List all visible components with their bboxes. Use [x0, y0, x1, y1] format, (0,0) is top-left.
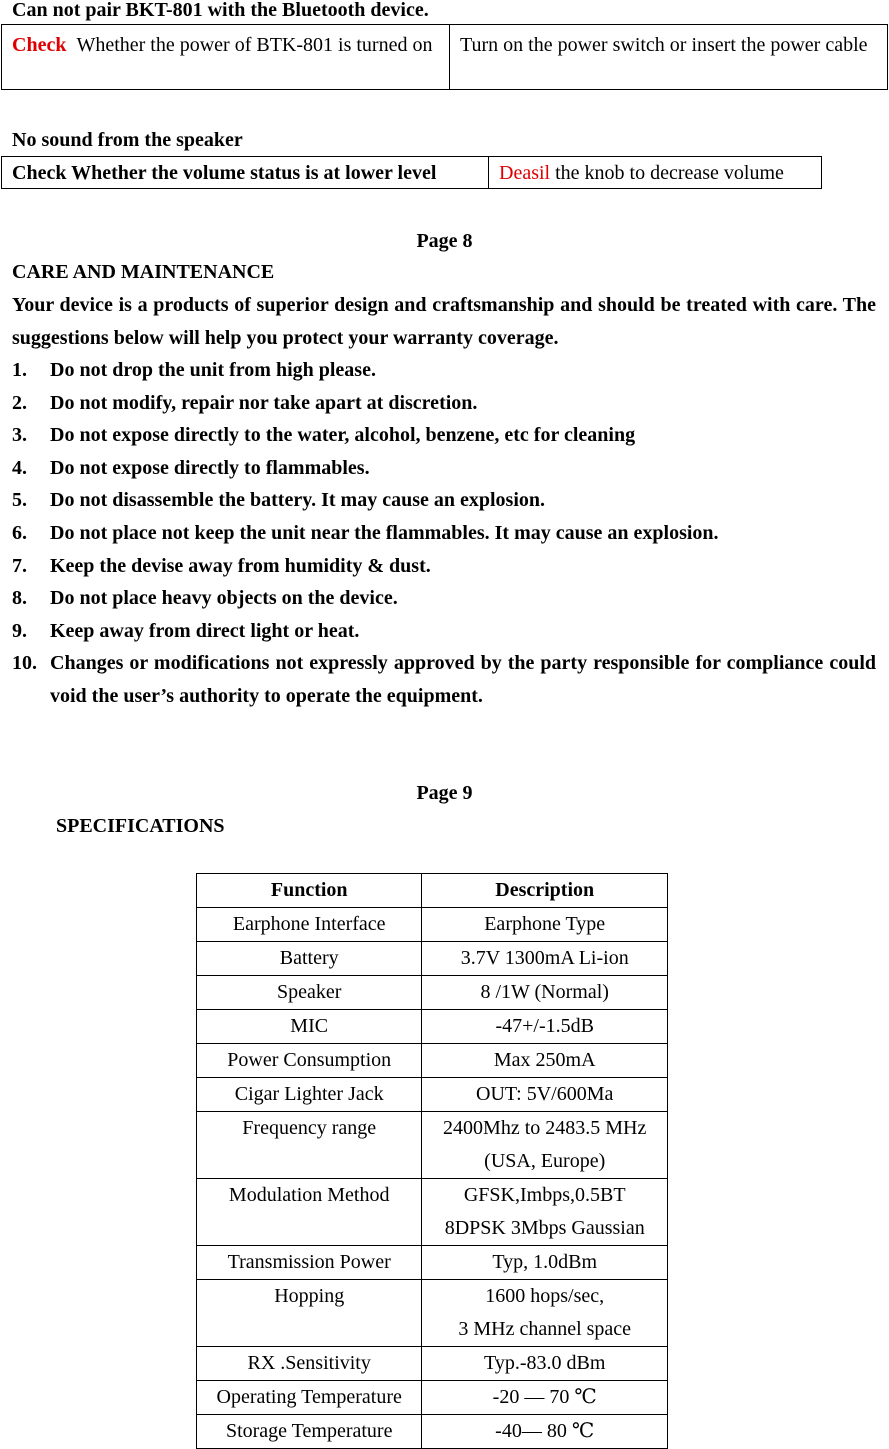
deasil-word: Deasil: [499, 162, 551, 184]
list-text: Do not place not keep the unit near the flammables. It may cause an explosion.: [50, 521, 719, 544]
list-number: 3.: [12, 424, 27, 447]
description-cell: [422, 908, 668, 942]
list-text: Keep the devise away from humidity & dust.: [50, 554, 431, 577]
list-text: Changes or modifications not expressly approved by the party responsible for compliance could void the user’s authority to operate the equipment.: [50, 652, 876, 707]
function-cell: Power Consumption: [197, 1044, 422, 1078]
description-header: Description: [422, 874, 668, 908]
list-text: Do not expose directly to the water, alcohol, benzene, etc for cleaning: [50, 424, 636, 447]
description-line: Max 250mA: [493, 1049, 596, 1071]
list-text: Do not place heavy objects on the device.: [50, 587, 398, 610]
list-text: Do not disassemble the battery. It may cause an explosion.: [50, 489, 546, 512]
description-line: Typ.-83.0 dBm: [484, 1352, 606, 1374]
table-row: [197, 942, 668, 976]
function-cell: RX .Sensitivity: [197, 1347, 422, 1381]
no-sound-title: No sound from the speaker: [12, 129, 243, 151]
function-cell: Transmission Power: [197, 1246, 422, 1280]
table-row: [197, 1078, 668, 1112]
description-cell: [422, 1179, 668, 1246]
specifications-heading: SPECIFICATIONS: [56, 815, 225, 837]
function-cell: Battery: [197, 942, 422, 976]
list-text: Do not modify, repair nor take apart at discretion.: [50, 391, 478, 414]
list-text: Keep away from direct light or heat.: [50, 619, 360, 642]
description-line: -47+/-1.5dB: [495, 1015, 594, 1037]
function-cell: Speaker: [197, 976, 422, 1010]
list-number: 5.: [12, 489, 27, 512]
sound-check-cell: Check Whether the volume status is at lower level: [2, 157, 489, 188]
list-item: [12, 354, 876, 387]
description-line: Earphone Type: [484, 913, 606, 935]
function-cell: Operating Temperature: [197, 1381, 422, 1415]
table-row: [197, 1280, 668, 1347]
description-line: 3 MHz channel space: [458, 1318, 632, 1340]
table-row: [197, 1010, 668, 1044]
care-heading: CARE AND MAINTENANCE: [12, 261, 275, 283]
sound-troubleshoot-table: [1, 156, 822, 189]
description-line: -40— 80 ℃: [495, 1420, 595, 1442]
list-item: [12, 550, 876, 583]
description-cell: [422, 1044, 668, 1078]
list-number: 8.: [12, 587, 27, 610]
page-8-label: Page 8: [416, 230, 473, 252]
function-cell: Frequency range: [197, 1112, 422, 1179]
list-text: Do not drop the unit from high please.: [50, 359, 376, 381]
description-line: OUT: 5V/600Ma: [476, 1083, 614, 1105]
description-line: Typ, 1.0dBm: [492, 1251, 598, 1273]
page-9-label: Page 9: [416, 782, 473, 804]
description-line: 8 /1W (Normal): [480, 981, 609, 1003]
function-cell: Storage Temperature: [197, 1415, 422, 1449]
list-number: 6.: [12, 521, 27, 544]
list-number: 1.: [12, 359, 27, 381]
description-line: 8DPSK 3Mbps Gaussian: [444, 1217, 645, 1239]
check-word: Check: [12, 34, 67, 56]
description-line: 1600 hops/sec,: [485, 1285, 605, 1307]
function-cell: Cigar Lighter Jack: [197, 1078, 422, 1112]
list-number: 4.: [12, 456, 27, 479]
list-item: [12, 387, 876, 420]
list-number: 10.: [12, 652, 37, 675]
description-cell: [422, 1280, 668, 1347]
list-number: 7.: [12, 554, 27, 577]
list-number: 2.: [12, 391, 27, 414]
sound-solution-text: the knob to decrease volume: [550, 162, 784, 184]
specifications-body: [197, 908, 668, 1449]
description-cell: [422, 1381, 668, 1415]
specifications-table: [196, 873, 668, 1449]
table-row: [197, 1415, 668, 1449]
description-cell: [422, 942, 668, 976]
list-item: [12, 615, 876, 648]
description-cell: [422, 1112, 668, 1179]
table-row: [197, 908, 668, 942]
list-item: [12, 419, 876, 452]
sound-solution-cell: [489, 157, 821, 188]
function-cell: MIC: [197, 1010, 422, 1044]
function-header: Function: [197, 874, 422, 908]
table-row: [197, 976, 668, 1010]
list-item: [12, 647, 876, 712]
list-item: [12, 582, 876, 615]
list-text: Do not expose directly to flammables.: [50, 456, 370, 479]
function-cell: Hopping: [197, 1280, 422, 1347]
description-line: -20 — 70 ℃: [492, 1386, 597, 1408]
table-row: [197, 1044, 668, 1078]
table-row: [197, 1381, 668, 1415]
pairing-issue-title: Can not pair BKT-801 with the Bluetooth device.: [12, 0, 429, 21]
description-line: (USA, Europe): [484, 1150, 606, 1172]
description-cell: [422, 1010, 668, 1044]
care-list: [12, 354, 876, 713]
table-row: [197, 1179, 668, 1246]
function-cell: Modulation Method: [197, 1179, 422, 1246]
list-item: [12, 517, 876, 550]
table-row: [197, 1246, 668, 1280]
table-row: [197, 1347, 668, 1381]
table-row: [197, 1112, 668, 1179]
pairing-check-text: Whether the power of BTK-801 is turned on: [76, 34, 433, 56]
list-item: [12, 452, 876, 485]
description-cell: [422, 1078, 668, 1112]
description-line: 3.7V 1300mA Li-ion: [460, 947, 629, 969]
description-cell: [422, 1347, 668, 1381]
list-item: [12, 484, 876, 517]
pairing-check-cell: [2, 25, 450, 89]
description-line: GFSK,Imbps,0.5BT: [463, 1184, 626, 1206]
pairing-solution-cell: Turn on the power switch or insert the power cable: [460, 34, 868, 56]
care-intro: Your device is a products of superior design and craftsmanship and should be treated with care. The suggestions below will help you protect your warranty coverage.: [12, 294, 876, 349]
description-cell: [422, 1246, 668, 1280]
list-number: 9.: [12, 619, 27, 642]
description-cell: [422, 976, 668, 1010]
description-cell: [422, 1415, 668, 1449]
description-line: 2400Mhz to 2483.5 MHz: [443, 1117, 647, 1139]
function-cell: Earphone Interface: [197, 908, 422, 942]
table-header-row: [197, 874, 668, 908]
pairing-troubleshoot-table: [1, 24, 888, 90]
